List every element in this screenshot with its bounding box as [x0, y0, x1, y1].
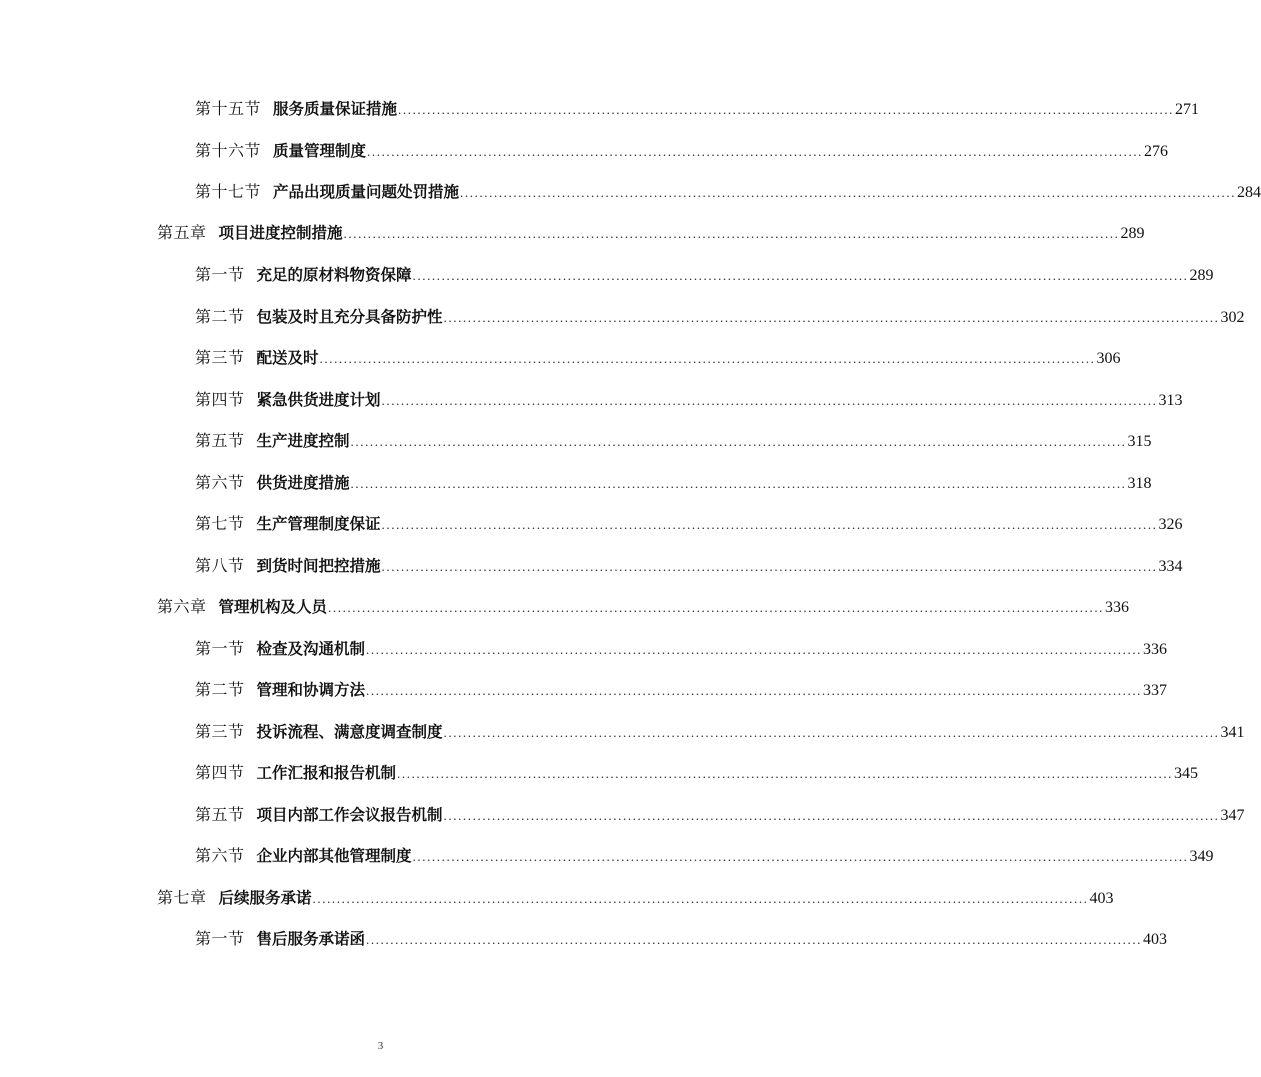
toc-entry-number: 第一节 — [195, 639, 245, 658]
toc-entry[interactable] — [195, 98, 1200, 121]
toc-entry[interactable] — [195, 679, 1168, 702]
toc-entry-number: 第四节 — [195, 390, 245, 409]
toc-entry[interactable] — [195, 555, 1183, 578]
toc-entry-page: 284 — [1237, 184, 1261, 201]
toc-entry-page: 326 — [1158, 516, 1183, 533]
toc-entry-title: 企业内部其他管理制度 — [256, 847, 412, 865]
toc-entry-page: 289 — [1120, 225, 1145, 242]
toc-leader-dots: ................................................................................................................................................................ — [328, 600, 1105, 615]
toc-entry[interactable] — [195, 928, 1168, 951]
toc-entry[interactable] — [195, 762, 1199, 785]
toc-entry-title: 产品出现质量问题处罚措施 — [273, 183, 460, 201]
toc-entry-title: 充足的原材料物资保障 — [256, 266, 412, 284]
toc-leader-dots: ................................................................................................................................................................ — [366, 683, 1143, 698]
toc-leader-dots: ................................................................................................................................................................ — [443, 310, 1220, 325]
toc-entry-title: 后续服务承诺 — [218, 889, 312, 907]
toc-entry-number: 第五节 — [195, 431, 245, 450]
toc-entry-title: 投诉流程、满意度调查制度 — [256, 723, 443, 741]
toc-leader-dots: ................................................................................................................................................................ — [366, 642, 1143, 657]
toc-leader-dots: ................................................................................................................................................................ — [412, 268, 1189, 283]
toc-entry-number: 第六节 — [195, 473, 245, 492]
toc-entry-number: 第十七节 — [195, 182, 262, 201]
toc-entry-number: 第七章 — [157, 888, 207, 907]
toc-entry-title: 检查及沟通机制 — [256, 640, 366, 658]
toc-entry[interactable] — [195, 804, 1245, 827]
toc-leader-dots: ................................................................................................................................................................ — [381, 393, 1158, 408]
toc-leader-dots: ................................................................................................................................................................ — [412, 849, 1189, 864]
toc-entry[interactable] — [195, 638, 1168, 661]
toc-entry[interactable] — [195, 430, 1152, 453]
toc-leader-dots: ................................................................................................................................................................ — [350, 434, 1127, 449]
toc-leader-dots: ................................................................................................................................................................ — [381, 559, 1158, 574]
toc-entry-title: 质量管理制度 — [273, 142, 367, 160]
toc-entry[interactable] — [195, 140, 1169, 163]
toc-entry[interactable] — [195, 347, 1121, 370]
toc-entry[interactable] — [195, 389, 1183, 412]
toc-entry-page: 271 — [1175, 101, 1200, 118]
toc-entry-number: 第一节 — [195, 265, 245, 284]
toc-entry-title: 生产管理制度保证 — [256, 515, 381, 533]
toc-entry-number: 第二节 — [195, 307, 245, 326]
toc-entry[interactable] — [195, 513, 1183, 536]
toc-entry-number: 第一节 — [195, 929, 245, 948]
toc-leader-dots: ................................................................................................................................................................ — [397, 766, 1174, 781]
toc-entry-page: 334 — [1158, 558, 1183, 575]
toc-entry-page: 276 — [1144, 143, 1169, 160]
toc-entry-page: 349 — [1189, 848, 1214, 865]
toc-entry-number: 第五章 — [157, 223, 207, 242]
toc-leader-dots: ................................................................................................................................................................ — [366, 932, 1143, 947]
toc-leader-dots: ................................................................................................................................................................ — [350, 476, 1127, 491]
toc-entry-page: 403 — [1089, 890, 1114, 907]
page-number: 3 — [377, 1040, 384, 1052]
toc-leader-dots: ................................................................................................................................................................ — [398, 102, 1175, 117]
toc-entry-number: 第二节 — [195, 680, 245, 699]
toc-entry-page: 306 — [1096, 350, 1121, 367]
toc-leader-dots: ................................................................................................................................................................ — [343, 226, 1120, 241]
toc-chapter-entry[interactable] — [157, 887, 1114, 910]
toc-entry-number: 第七节 — [195, 514, 245, 533]
toc-entry-number: 第十五节 — [195, 99, 262, 118]
toc-entry-number: 第六章 — [157, 597, 207, 616]
toc-entry-number: 第四节 — [195, 763, 245, 782]
toc-entry-number: 第六节 — [195, 846, 245, 865]
toc-leader-dots: ................................................................................................................................................................ — [443, 725, 1220, 740]
toc-entry-page: 345 — [1174, 765, 1199, 782]
toc-entry-title: 配送及时 — [256, 349, 319, 367]
toc-entry-title: 项目内部工作会议报告机制 — [256, 806, 443, 824]
toc-chapter-entry[interactable] — [157, 596, 1130, 619]
toc-entry-page: 341 — [1220, 724, 1245, 741]
toc-entry-title: 服务质量保证措施 — [273, 100, 398, 118]
toc-entry-page: 337 — [1143, 682, 1168, 699]
toc-entry-page: 302 — [1220, 309, 1245, 326]
toc-entry[interactable] — [195, 264, 1214, 287]
toc-entry-title: 生产进度控制 — [256, 432, 350, 450]
toc-leader-dots: ................................................................................................................................................................ — [312, 891, 1089, 906]
toc-entry-page: 403 — [1143, 931, 1168, 948]
toc-leader-dots: ................................................................................................................................................................ — [443, 808, 1220, 823]
toc-entry-number: 第八节 — [195, 556, 245, 575]
toc-entry-number: 第十六节 — [195, 141, 262, 160]
toc-entry-number: 第五节 — [195, 805, 245, 824]
toc-leader-dots: ................................................................................................................................................................ — [367, 144, 1144, 159]
toc-entry-number: 第三节 — [195, 722, 245, 741]
toc-entry-title: 售后服务承诺函 — [256, 930, 366, 948]
toc-entry-page: 336 — [1105, 599, 1130, 616]
toc-entry-title: 包装及时且充分具备防护性 — [256, 308, 443, 326]
toc-chapter-entry[interactable] — [157, 222, 1145, 245]
toc-entry-title: 管理和协调方法 — [256, 681, 366, 699]
toc-entry-page: 315 — [1127, 433, 1152, 450]
toc-entry-title: 工作汇报和报告机制 — [256, 764, 397, 782]
toc-entry-number: 第三节 — [195, 348, 245, 367]
toc-entry-page: 313 — [1158, 392, 1183, 409]
toc-entry-page: 336 — [1143, 641, 1168, 658]
toc-entry-title: 项目进度控制措施 — [218, 224, 343, 242]
toc-entry[interactable] — [195, 472, 1152, 495]
toc-entry-title: 供货进度措施 — [256, 474, 350, 492]
toc-leader-dots: ................................................................................................................................................................ — [319, 351, 1096, 366]
toc-entry[interactable] — [195, 181, 1261, 204]
toc-entry-title: 紧急供货进度计划 — [256, 391, 381, 409]
toc-entry[interactable] — [195, 721, 1245, 744]
toc-leader-dots: ................................................................................................................................................................ — [460, 185, 1237, 200]
toc-entry-title: 到货时间把控措施 — [256, 557, 381, 575]
toc-entry[interactable] — [195, 845, 1214, 868]
toc-leader-dots: ................................................................................................................................................................ — [381, 517, 1158, 532]
toc-entry-title: 管理机构及人员 — [218, 598, 328, 616]
toc-entry[interactable] — [195, 306, 1245, 329]
toc-entry-page: 289 — [1189, 267, 1214, 284]
toc-entry-page: 318 — [1127, 475, 1152, 492]
toc-entry-page: 347 — [1220, 807, 1245, 824]
